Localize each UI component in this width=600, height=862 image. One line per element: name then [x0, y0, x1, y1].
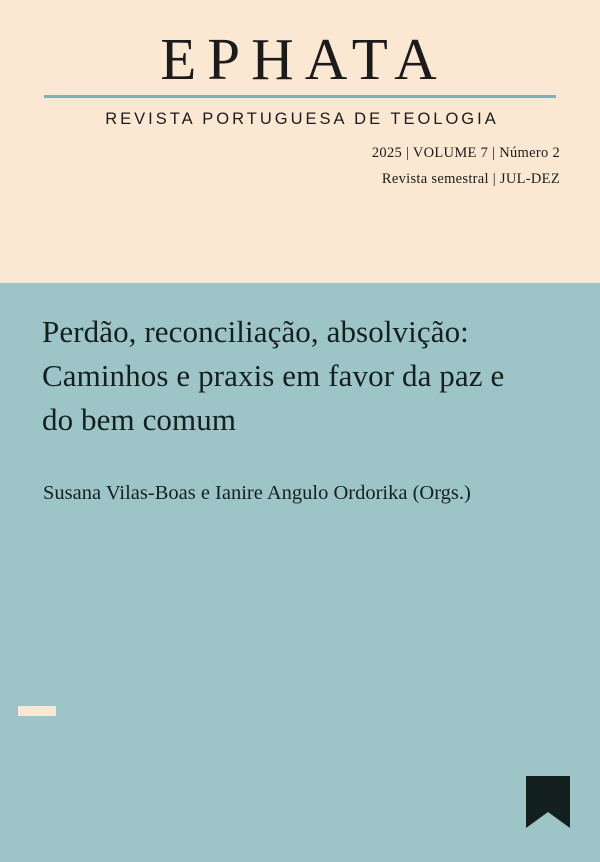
issue-line: 2025 | VOLUME 7 | Número 2: [371, 145, 560, 161]
masthead-rule: [44, 95, 556, 98]
masthead: [0, 26, 600, 188]
periodicity-line: Revista semestral | JUL-DEZ: [381, 171, 560, 187]
cover-top-band: [0, 0, 600, 283]
bookmark-logo-icon: [526, 776, 570, 828]
editors-line: Susana Vilas-Boas e Ianire Angulo Ordorika (Orgs.): [43, 482, 471, 504]
dossier-title: Perdão, reconciliação, absolvição: Caminhos e praxis em favor da paz e do bem comum: [42, 314, 505, 438]
cream-dash-mark: [18, 706, 56, 716]
journal-title: EPHATA: [160, 26, 448, 92]
journal-subtitle: REVISTA PORTUGUESA DE TEOLOGIA: [105, 110, 499, 128]
